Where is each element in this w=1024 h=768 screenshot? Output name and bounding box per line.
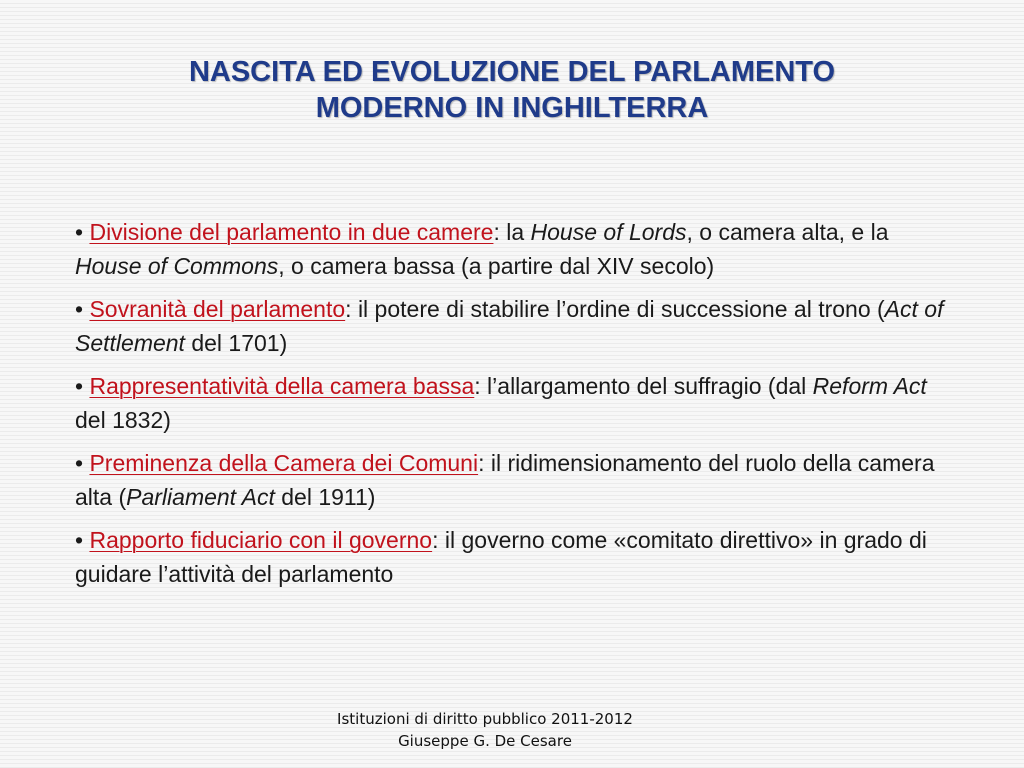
bullet-text: : l’allargamento del suffragio (dal: [474, 373, 813, 399]
bullet-term: Sovranità del parlamento: [89, 296, 346, 322]
bullet-item-rappresentativita: [75, 369, 945, 437]
bullet-item-rapporto: [75, 523, 945, 591]
bullet-item-divisione: [75, 215, 945, 283]
bullet-text: , o camera alta, e la: [686, 219, 889, 245]
bullet-mark: •: [75, 373, 84, 399]
bullet-term: Rappresentatività della camera bassa: [89, 373, 475, 399]
bullet-text: del 1832): [75, 407, 171, 433]
footer-author: Giuseppe G. De Cesare: [398, 732, 572, 750]
bullet-mark: •: [75, 527, 84, 553]
slide-title: [100, 54, 924, 126]
bullet-item-preminenza: [75, 446, 945, 514]
bullet-mark: •: [75, 219, 84, 245]
bullet-text: : la: [493, 219, 531, 245]
bullet-italic-text: House of Lords: [530, 219, 687, 245]
bullet-italic-text: Parliament Act: [126, 484, 275, 510]
bullet-mark: •: [75, 450, 84, 476]
bullet-italic-text: House of Commons: [75, 253, 279, 279]
bullet-text: : il potere di stabilire l’ordine di successione al trono (: [345, 296, 885, 322]
bullet-italic-text: Reform Act: [812, 373, 927, 399]
bullet-text: , o camera bassa (a partire dal XIV secolo): [278, 253, 715, 279]
bullet-text: : il ridimensionamento del ruolo della camera alta (: [75, 450, 935, 510]
bullet-term: Divisione del parlamento in due camere: [89, 219, 494, 245]
bullet-text: : il governo come «comitato direttivo» in grado di guidare l’attività del parlamento: [75, 527, 927, 587]
title-line-2: MODERNO IN INGHILTERRA: [315, 92, 709, 124]
bullet-text: del 1911): [274, 484, 376, 510]
title-line-1: NASCITA ED EVOLUZIONE DEL PARLAMENTO: [188, 56, 836, 88]
bullet-term: Rapporto fiduciario con il governo: [89, 527, 433, 553]
bullet-list: [75, 215, 945, 600]
bullet-term: Preminenza della Camera dei Comuni: [89, 450, 479, 476]
slide-footer: [250, 708, 720, 752]
bullet-mark: •: [75, 296, 84, 322]
bullet-text: del 1701): [184, 330, 288, 356]
bullet-italic-text: Act of Settlement: [75, 296, 944, 356]
footer-course: Istituzioni di diritto pubblico 2011-2012: [337, 710, 633, 728]
bullet-item-sovranita: [75, 292, 945, 360]
